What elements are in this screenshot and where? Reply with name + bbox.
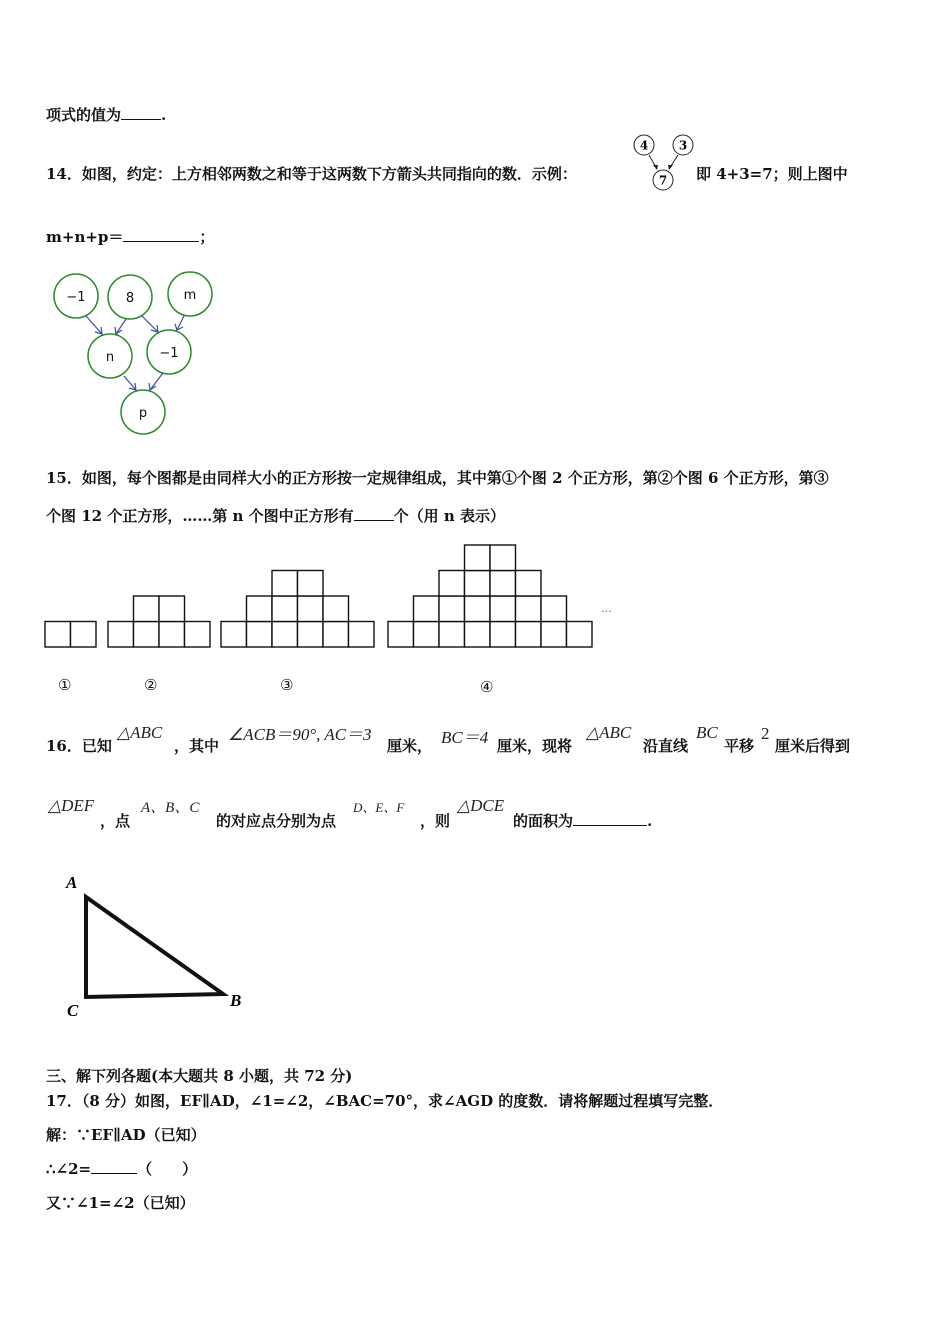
q16-math-points-abc: A、B、C [141,800,200,816]
q13-tail [46,104,166,125]
figure-3-square [349,622,375,648]
answer-blank[interactable] [121,105,161,120]
figure-3-square [298,571,324,597]
figure-3-square [323,596,349,622]
figure-4-square [388,622,414,648]
q16-text-11 [513,810,652,831]
figure-3-square [247,622,273,648]
figure-1-square [71,622,97,648]
ellipsis: … [601,602,612,615]
q16-math-dce: △DCE [457,796,505,815]
q14-line2 [46,226,214,247]
q16-text-2: ，其中 [174,737,220,755]
q16-math-bc: BC＝4 [441,728,489,747]
tree-arrow [86,316,102,334]
figure-4-square [490,545,516,571]
tree-arrow [142,316,158,332]
figure-2-square [134,622,160,648]
q17-line1: 17．（8 分）如图，EF∥AD，∠1=∠2，∠BAC=70°，求∠AGD 的度数．请将解题过程填写完整． [46,1092,724,1110]
q16-math-points-def: D、E、F [353,800,405,815]
q16-text-3: 厘米， [387,737,433,755]
q16-math-2: 2 [761,724,770,743]
figure-3-square [272,596,298,622]
number-tree-diagram [40,262,230,442]
tree-value-6: p [138,406,148,421]
answer-blank[interactable] [354,506,394,521]
section-3-heading: 三、解下列各题(本大题共 8 小题，共 72 分) [46,1067,353,1085]
q15-text: 个图 12 个正方形，……第 n 个图中正方形有 [46,507,354,525]
figure-4-square [439,596,465,622]
tree-arrow [116,319,126,334]
tree-arrow [150,373,163,390]
figure-4-square [516,571,542,597]
answer-blank[interactable] [91,1159,137,1174]
figure-4-square [465,571,491,597]
figure-4-square [541,596,567,622]
figure-2-square [159,622,185,648]
figure-4-square [567,622,593,648]
triangle-abc [86,897,223,997]
q14-semicolon: ； [199,228,215,246]
figure-4-square [490,571,516,597]
q17-step: ∴∠2= [46,1160,92,1178]
q16-text-9: 的对应点分别为点 [216,812,337,830]
q17-line3 [46,1158,197,1179]
vertex-a-label: A [66,873,78,892]
example-arrowhead-left [653,165,658,170]
figure-4-square [465,622,491,648]
q13-text: 项式的值为 [46,106,122,124]
q15-line1: 15．如图，每个图都是由同样大小的正方形按一定规律组成，其中第①个图 2 个正方形，第②个图 6 个正方形，第③ [46,469,829,487]
q16-period: . [647,812,653,830]
q15-text-end: 个（用 n 表示） [393,507,506,525]
figure-3-square [298,596,324,622]
right-triangle-figure [60,872,260,1022]
figure-3-square [272,622,298,648]
figure-4-square [439,622,465,648]
q17-line2: 解：∵EF∥AD（已知） [46,1126,206,1144]
q16-text-1: 16．已知 [46,737,112,755]
q15-line2 [46,505,505,526]
q16-text-4: 厘米，现将 [497,737,573,755]
figure-4-square [516,622,542,648]
example-sum-value: 7 [658,173,668,188]
figure-3-square [298,622,324,648]
figure-3-square [323,622,349,648]
figure-3-square [221,622,247,648]
q14-line1-end: 即 4+3=7；则上图中 [696,165,848,183]
figure-label-3: ③ [280,676,294,694]
q17-line4: 又∵∠1=∠2（已知） [46,1194,195,1212]
figure-2-square [108,622,134,648]
q16-math-abc: △ABC [117,723,163,742]
q16-math-bc-line: BC [696,723,718,742]
figure-label-4: ④ [480,678,494,696]
figure-4-square [414,622,440,648]
q16-area-text: 的面积为 [513,812,574,830]
q16-text-6: 平移 [724,737,755,755]
q14-expr: m+n+p＝ [46,228,124,246]
figure-label-1: ① [58,676,72,694]
figure-2-square [134,596,160,622]
q16-text-8: ，点 [100,812,131,830]
square-patterns [0,540,640,652]
figure-4-square [516,596,542,622]
q13-end: . [161,106,167,124]
q16-text-10: ，则 [420,812,451,830]
vertex-c-label: C [67,1001,79,1020]
figure-4-square [439,571,465,597]
figure-label-2: ② [144,676,158,694]
figure-4-square [465,545,491,571]
figure-4-square [541,622,567,648]
q16-text-5: 沿直线 [643,737,689,755]
figure-4-square [490,622,516,648]
figure-2-square [159,596,185,622]
figure-1-square [45,622,71,648]
figure-3-square [272,571,298,597]
q17-reason: （ ） [137,1160,198,1178]
tree-value-5: −1 [159,346,179,361]
tree-value-1: −1 [66,290,86,305]
figure-3-square [247,596,273,622]
example-b-value: 3 [678,138,688,153]
q16-math-angle: ∠ACB＝90°, AC＝3 [228,725,372,744]
example-a-value: 4 [639,138,649,153]
vertex-b-label: B [230,991,242,1010]
example-arrowhead-right [668,165,673,170]
figure-4-square [490,596,516,622]
answer-blank[interactable] [573,811,647,826]
q14-line1: 14．如图，约定：上方相邻两数之和等于这两数下方箭头共同指向的数．示例： [46,165,577,183]
q16-text-7: 厘米后得到 [775,737,851,755]
figure-2-square [185,622,211,648]
example-diagram [630,132,694,192]
figure-4-square [465,596,491,622]
q16-math-abc-2: △ABC [586,723,632,742]
answer-blank[interactable] [123,227,199,242]
q16-math-def: △DEF [48,796,95,815]
tree-value-3: m [183,288,197,303]
tree-value-2: 8 [125,291,135,306]
tree-value-4: n [105,350,115,365]
figure-4-square [414,596,440,622]
